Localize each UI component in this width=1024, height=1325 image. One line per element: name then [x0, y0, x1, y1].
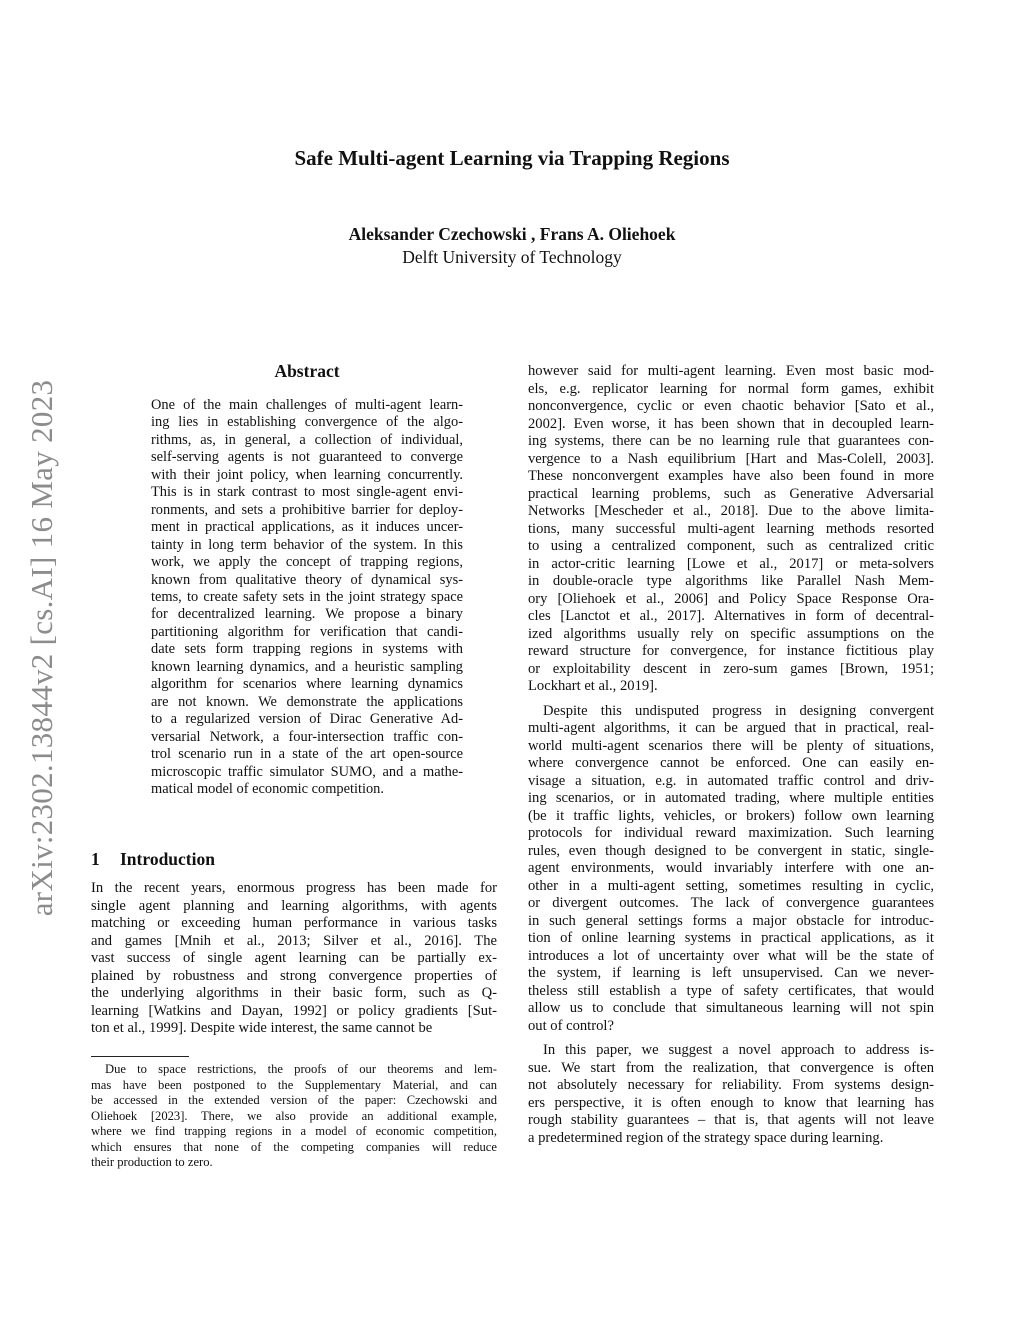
text-line: to using a centralized component, such as centralized critic	[528, 538, 934, 554]
text-line: in actor-critic learning [Lowe et al., 2017] or meta-solvers	[528, 555, 934, 572]
text-line: tion of online learning systems in practical applications, as it	[528, 930, 934, 946]
paper-title: Safe Multi-agent Learning via Trapping Regions	[294, 146, 730, 170]
text-line: known learning dynamics, and a heuristic sampling	[151, 658, 463, 675]
text-line: These nonconvergent examples have also been found in more	[528, 468, 934, 484]
text-line: to a regularized version of Dirac Generative Ad-	[151, 711, 463, 728]
text-line: date sets form trapping regions in systems with	[151, 641, 463, 658]
text-line: and games [Mnih et al., 2013; Silver et al., 2016]. The	[91, 932, 497, 949]
text-line: Oliehoek [2023]. There, we also provide an additional example,	[91, 1108, 497, 1123]
paragraph-right-3	[528, 1042, 934, 1147]
text-line: This is in stark contrast to most single-agent envi-	[151, 484, 463, 501]
text-line: matical model of economic competition.	[151, 780, 384, 797]
text-line: rithms, as, in general, a collection of individual,	[151, 431, 463, 448]
text-line: rough stability guarantees – that is, that agents will not leave	[528, 1112, 934, 1128]
text-line: allow us to conclude that simultaneous learning will not spin	[528, 1000, 934, 1016]
text-line: known from qualitative theory of dynamical sys-	[151, 571, 463, 588]
text-line: versarial Network, a four-intersection traffic con-	[151, 728, 463, 745]
intro-paragraph	[91, 880, 497, 1038]
text-line: where we find trapping regions in a model of economic competition,	[91, 1124, 497, 1138]
text-line: trol scenario run in a state of the art open-source	[151, 746, 463, 763]
text-line: multi-agent algorithms, it can be argued that in practical, real-	[528, 720, 934, 736]
text-line: microscopic traffic simulator SUMO, and a mathe-	[151, 763, 463, 780]
text-line: vast success of single agent learning can be partially ex-	[91, 950, 497, 966]
text-line: or exploitability descent in zero-sum games [Brown, 1951;	[528, 660, 934, 677]
text-line: ing lies in establishing convergence of the algo-	[151, 414, 463, 431]
text-line: reward structure for convergence, for instance fictitious play	[528, 643, 934, 659]
text-line: the system, if learning is left unsupervised. Can we never-	[528, 965, 934, 981]
abstract-heading: Abstract	[274, 361, 340, 381]
text-line: are not known. We demonstrate the applications	[151, 693, 463, 710]
text-line: Due to space restrictions, the proofs of our theorems and lem-	[105, 1062, 497, 1076]
text-line: in double-oracle type algorithms like Parallel Nash Mem-	[528, 573, 934, 589]
text-line: practical learning problems, such as Generative Adversarial	[528, 485, 934, 502]
text-line: introduces a lot of uncertainty over what will be the state of	[528, 947, 934, 964]
text-line: partitioning algorithm for verification that candi-	[151, 623, 463, 640]
footnote	[91, 1062, 497, 1171]
text-line: in such general settings forms a major obstacle for introduc-	[528, 912, 934, 929]
text-line: where convergence cannot be enforced. One can easily en-	[528, 755, 934, 771]
text-line: other in a multi-agent setting, sometimes resulting in cyclic,	[528, 877, 934, 894]
text-line: vergence to a Nash equilibrium [Hart and Mas-Colell, 2003].	[528, 450, 934, 467]
text-line: tions, many successful multi-agent learning methods resorted	[528, 520, 934, 537]
text-line: cles [Lanctot et al., 2017]. Alternatives in form of decentral-	[528, 608, 934, 624]
text-line: ized algorithms usually rely on specific assumptions on the	[528, 625, 934, 642]
paragraph-gap	[528, 1035, 934, 1042]
abstract-text	[151, 397, 463, 798]
text-line: agent environments, would invariably interfere with one an-	[528, 860, 934, 876]
text-line: ment in practical applications, as it induces uncer-	[151, 519, 463, 536]
text-line: learning [Watkins and Dayan, 1992] or policy gradients [Sut-	[91, 1002, 497, 1019]
text-line: protocols for individual reward maximization. Such learning	[528, 825, 934, 841]
section-heading	[91, 849, 215, 870]
text-line: ing scenarios, or in automated trading, where multiple entities	[528, 790, 934, 806]
text-line: nonconvergence, cyclic or even chaotic behavior [Sato et al.,	[528, 398, 934, 414]
text-line: with their joint policy, when learning concurrently.	[151, 466, 463, 483]
text-line: ing systems, there can be no learning rule that guarantees con-	[528, 433, 934, 449]
text-line: self-serving agents is not guaranteed to converge	[151, 449, 463, 466]
section-number: 1	[91, 849, 100, 869]
paragraph-gap	[528, 696, 934, 703]
text-line: for decentralized learning. We propose a binary	[151, 606, 463, 623]
text-line: which ensures that none of the competing companies will reduce	[91, 1139, 497, 1154]
text-line: sue. We start from the realization, that convergence is often	[528, 1059, 934, 1076]
text-line: not absolutely necessary for reliability. From systems design-	[528, 1077, 934, 1093]
text-line: mas have been postponed to the Supplementary Material, and can	[91, 1077, 497, 1092]
paragraph-right-1	[528, 363, 934, 696]
text-line: (be it traffic lights, vehicles, or brokers) follow own learning	[528, 807, 934, 824]
text-line: Lockhart et al., 2019].	[528, 678, 658, 694]
author-list: Aleksander Czechowski , Frans A. Oliehoek	[348, 224, 676, 244]
text-line: visage a situation, e.g. in automated traffic control and driv-	[528, 772, 934, 789]
text-line: ers perspective, it is often enough to know that learning has	[528, 1094, 934, 1111]
text-line: algorithm for scenarios where learning dynamics	[151, 676, 463, 693]
text-line: work, we apply the concept of trapping regions,	[151, 554, 463, 571]
text-line: In this paper, we suggest a novel approach to address is-	[543, 1042, 934, 1058]
text-line: els, e.g. replicator learning for normal form games, exhibit	[528, 380, 934, 397]
paragraph-right-2	[528, 703, 934, 1036]
text-line: or divergent outcomes. The lack of convergence guarantees	[528, 895, 934, 911]
text-line: the underlying algorithms in their basic form, such as Q-	[91, 985, 497, 1001]
text-line: tems, to create safety sets in the joint strategy space	[151, 588, 463, 605]
affiliation: Delft University of Technology	[402, 247, 622, 267]
text-line: world multi-agent scenarios there will be plenty of situations,	[528, 737, 934, 754]
arxiv-stamp: arXiv:2302.13844v2 [cs.AI] 16 May 2023	[24, 379, 59, 917]
text-line: out of control?	[528, 1017, 614, 1034]
text-line: however said for multi-agent learning. Even most basic mod-	[528, 363, 934, 379]
text-line: ronments, and sets a prohibitive barrier for deploy-	[151, 501, 463, 518]
text-line: 2002]. Even worse, it has been shown that in decoupled learn-	[528, 415, 934, 432]
text-line: rules, even though designed to be convergent in static, single-	[528, 842, 934, 859]
text-line: matching or exceeding human performance in various tasks	[91, 915, 497, 931]
text-line: Networks [Mescheder et al., 2018]. Due to the above limita-	[528, 503, 934, 519]
text-line: a predetermined region of the strategy space during learning.	[528, 1129, 884, 1146]
text-line: ory [Oliehoek et al., 2006] and Policy Space Response Ora-	[528, 590, 934, 607]
text-line: Despite this undisputed progress in designing convergent	[543, 702, 934, 719]
right-column	[528, 363, 934, 1147]
text-line: plained by robustness and strong convergence properties of	[91, 967, 497, 984]
text-line: theless still establish a type of safety certificates, that would	[528, 982, 934, 999]
text-line: their production to zero.	[91, 1155, 213, 1169]
section-title: Introduction	[120, 849, 215, 869]
text-line: tainty in long term behavior of the system. In this	[151, 536, 463, 553]
text-line: In the recent years, enormous progress has been made for	[91, 880, 497, 896]
footnote-rule	[91, 1056, 189, 1057]
text-line: single agent planning and learning algorithms, with agents	[91, 897, 497, 914]
text-line: One of the main challenges of multi-agent learn-	[151, 397, 463, 413]
text-line: be accessed in the extended version of the paper: Czechowski and	[91, 1093, 497, 1107]
text-line: ton et al., 1999]. Despite wide interest, the same cannot be	[91, 1020, 433, 1036]
